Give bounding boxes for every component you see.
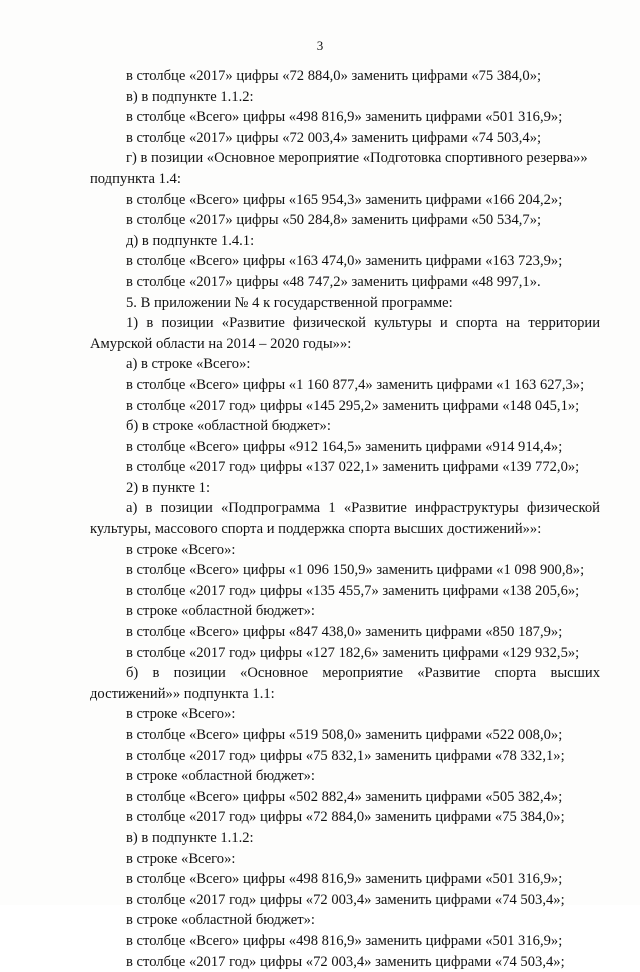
- text-line: в столбце «Всего» цифры «912 164,5» заменить цифрами «914 914,4»;: [126, 438, 563, 455]
- text-line: Амурской области на 2014 – 2020 годы»»:: [90, 335, 352, 352]
- text-line: культуры, массового спорта и поддержка спорта высших достижений»»:: [90, 521, 542, 538]
- text-line: в столбце «2017 год» цифры «127 182,6» заменить цифрами «129 932,5»;: [126, 644, 580, 661]
- text-line: в столбце «Всего» цифры «847 438,0» заменить цифрами «850 187,9»;: [126, 624, 563, 641]
- text-line: достижений»» подпункта 1.1:: [90, 685, 275, 702]
- text-line: в столбце «Всего» цифры «1 160 877,4» заменить цифрами «1 163 627,3»;: [126, 376, 585, 393]
- text-line: 5. В приложении № 4 к государственной программе:: [126, 294, 453, 311]
- text-line: в столбце «2017 год» цифры «135 455,7» заменить цифрами «138 205,6»;: [126, 582, 580, 599]
- text-line: 1) в позиции «Развитие физической культуры и спорта на территории: [126, 315, 600, 332]
- text-line: в) в подпункте 1.1.2:: [126, 88, 254, 105]
- text-line: б) в строке «областной бюджет»:: [126, 418, 331, 435]
- text-line: в столбце «2017» цифры «72 884,0» заменить цифрами «75 384,0»;: [126, 68, 542, 84]
- text-line: в столбце «2017 год» цифры «75 832,1» заменить цифрами «78 332,1»;: [126, 747, 565, 764]
- text-line: в столбце «2017» цифры «50 284,8» заменить цифрами «50 534,7»;: [126, 212, 542, 229]
- page-number: 3: [316, 38, 324, 53]
- text-line: в столбце «2017 год» цифры «72 003,4» заменить цифрами «74 503,4»;: [126, 891, 565, 908]
- text-line: в строке «областной бюджет»:: [126, 603, 315, 620]
- text-line: в столбце «2017» цифры «48 747,2» заменить цифрами «48 997,1».: [126, 273, 541, 290]
- text-line: г) в позиции «Основное мероприятие «Подготовка спортивного резерва»»: [126, 150, 588, 167]
- text-line: в столбце «2017 год» цифры «145 295,2» заменить цифрами «148 045,1»;: [126, 397, 580, 414]
- text-line: в столбце «2017 год» цифры «137 022,1» заменить цифрами «139 772,0»;: [126, 459, 580, 476]
- text-line: подпункта 1.4:: [90, 170, 181, 187]
- text-line: 2) в пункте 1:: [126, 479, 211, 496]
- document-body: [90, 66, 600, 972]
- text-line: в строке «Всего»:: [126, 541, 236, 558]
- text-line: в столбце «Всего» цифры «502 882,4» заменить цифрами «505 382,4»;: [126, 788, 563, 805]
- text-line: в столбце «2017» цифры «72 003,4» заменить цифрами «74 503,4»;: [126, 129, 542, 146]
- text-line: а) в строке «Всего»:: [126, 356, 251, 373]
- text-line: в столбце «Всего» цифры «498 816,9» заменить цифрами «501 316,9»;: [126, 932, 563, 949]
- text-line: а) в позиции «Подпрограмма 1 «Развитие инфраструктуры физической: [126, 500, 600, 517]
- text-line: в) в подпункте 1.1.2:: [126, 829, 254, 846]
- text-line: в столбце «Всего» цифры «519 508,0» заменить цифрами «522 008,0»;: [126, 727, 563, 743]
- text-line: б) в позиции «Основное мероприятие «Развитие спорта высших: [126, 665, 600, 682]
- text-line: в столбце «2017 год» цифры «72 884,0» заменить цифрами «75 384,0»;: [126, 809, 565, 826]
- text-line: в столбце «2017 год» цифры «72 003,4» заменить цифрами «74 503,4»;: [126, 953, 565, 970]
- text-line: в столбце «Всего» цифры «498 816,9» заменить цифрами «501 316,9»;: [126, 109, 563, 126]
- text-line: в столбце «Всего» цифры «1 096 150,9» заменить цифрами «1 098 900,8»;: [126, 562, 585, 579]
- text-line: в столбце «Всего» цифры «165 954,3» заменить цифрами «166 204,2»;: [126, 191, 563, 208]
- text-line: в строке «Всего»:: [126, 850, 236, 867]
- text-line: в строке «Всего»:: [126, 706, 236, 723]
- text-line: в столбце «Всего» цифры «498 816,9» заменить цифрами «501 316,9»;: [126, 871, 563, 888]
- text-line: в строке «областной бюджет»:: [126, 768, 315, 785]
- text-line: в столбце «Всего» цифры «163 474,0» заменить цифрами «163 723,9»;: [126, 253, 563, 270]
- text-line: д) в подпункте 1.4.1:: [126, 232, 255, 249]
- text-line: в строке «областной бюджет»:: [126, 912, 315, 929]
